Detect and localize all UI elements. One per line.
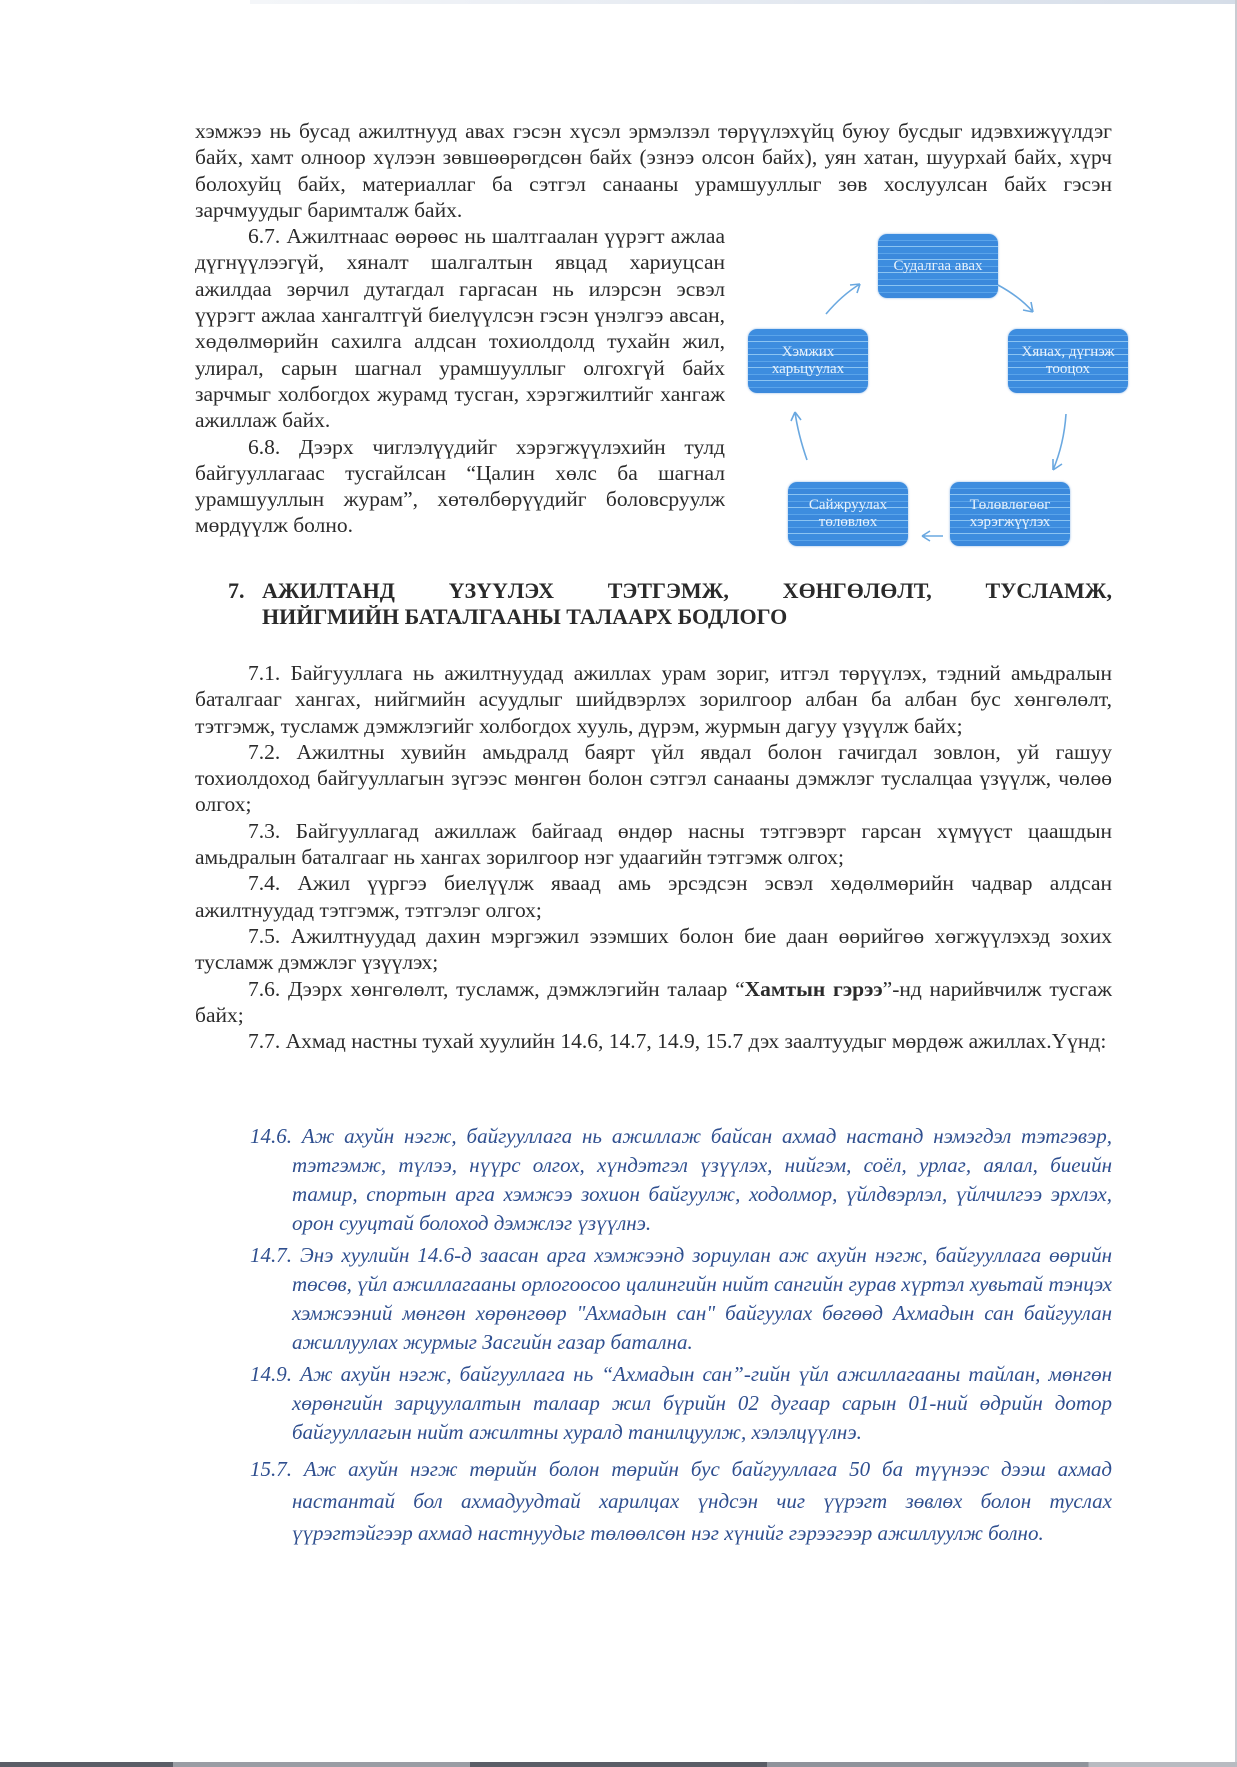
arrow-3-to-4 (922, 531, 943, 541)
scan-bottom-edge (0, 1762, 1237, 1767)
law-quotations (250, 1122, 1112, 1552)
paragraph-7-4: 7.4. Ажил үүргээ биелүүлж яваад амь эрсэдсэн эсвэл хөдөлмөрийн чадвар алдсан ажилтнуудад тэтгэмж, тэтгэлэг олгох; (195, 871, 1112, 922)
arrow-2-to-3 (1053, 414, 1066, 470)
paragraph-7-5: 7.5. Ажилтнуудад дахин мэргэжил эзэмших болон бие даан өөрийгөө хөгжүүлэхэд зохих тусламж дэмжлэг үзүүлэх; (195, 923, 1112, 975)
section-7-body (195, 660, 1112, 1054)
paragraph-7-3: 7.3. Байгууллагад ажиллаж байгаад өндөр насны тэтгэвэрт гарсан хүмүүст цаашдын амьдралын баталгааг нь хангах зорилгоор нэг удаагийн тэтгэмж олгох; (195, 818, 1112, 870)
paragraph-7-2: 7.2. Ажилтны хувийн амьдралд баярт үйл явдал болон гачигдал зовлон, уй гашуу тохиолдоход байгууллагын зүгээс мөнгөн болон сэтгэл санааны дэмжлэг туслалцаа үзүүлж, чөлөө олгох; (195, 739, 1112, 817)
section-number: 7. (228, 578, 245, 603)
cycle-step-monitor: Хянах, дүгнэж тооцох (1008, 329, 1128, 393)
section-title-line-1: АЖИЛТАНД ҮЗҮҮЛЭХ ТЭТГЭМЖ, ХӨНГӨЛӨЛТ, ТУСЛАМЖ, (262, 578, 1112, 603)
cycle-step-measure: Хэмжих харьцуулах (748, 329, 868, 393)
collective-agreement-term: Хамтын гэрээ (744, 976, 883, 1001)
quote-14-9: 14.9. Аж ахуйн нэгж, байгууллага нь “Ахмадын сан”-гийн үйл ажиллагааны тайлан, мөнгөн хөрөнгийн зарцуулалтын талаар жил бүрийн 02 дугаар сарын 01-ний өдрийн дотор байгууллагын нийт ажилтны хуралд танилцуулж, хэлэлцүүлнэ. (250, 1362, 1112, 1444)
quote-14-7: 14.7. Энэ хуулийн 14.6-д заасан арга хэмжээнд зориулан аж ахуйн нэгж, байгууллага өөрийн төсөв, үйл ажиллагааны орлогоосоо цалингийн нийт сангийн гурав хүртэл хувьтай тэнцэх хэмжээний мөнгөн хөрөнгөөр "Ахмадын сан" байгуулах бөгөөд Ахмадын сан байгуулан ажиллуулах журмыг Засгийн газар батална. (250, 1243, 1112, 1354)
cycle-step-research: Судалгаа авах (878, 234, 998, 298)
quote-15-7: 15.7. Аж ахуйн нэгж төрийн болон төрийн бус байгууллага 50 ба түүнээс дээш ахмад настантай бол ахмадуудтай харилцах үндсэн чиг үүрэгт зөвлөх болон туслах үүрэгтэйгээр ахмад настнуудыг төлөөлсөн нэг хүнийг гэрээгээр ажиллуулж болно. (250, 1457, 1112, 1545)
cycle-step-improve: Сайжруулах төлөвлөх (788, 482, 908, 546)
paragraph-7-1: 7.1. Байгууллага нь ажилтнуудад ажиллах урам зориг, итгэл төрүүлэх, тэдний амьдралын баталгааг хангах, нийгмийн асуудлыг шийдвэрлэх зорилгоор албан ба албан бус хөнгөлөлт, тэтгэмж, тусламж дэмжлэгийг холбогдох хууль, дүрэм, журмын дагуу үзүүлж байх; (195, 661, 1112, 738)
paragraph-7-6-start: 7.6. Дээрх хөнгөлөлт, тусламж, дэмжлэгийн талаар “ (248, 976, 745, 1001)
paragraph-7-6-end: ”-нд нарийвчилж тусгаж байх; (195, 976, 1112, 1027)
section-title-line-2: НИЙГМИЙН БАТАЛГААНЫ ТАЛААРХ БОДЛОГО (262, 604, 788, 629)
paragraph-6-8: 6.8. Дээрх чиглэлүүдийг хэрэгжүүлэхийн тулд байгууллагаас тусгайлсан “Цалин хөлс ба шагнал урамшууллын журам”, хөтөлбөрүүдийг боловсруулж мөрдүүлж болно. (195, 434, 725, 538)
paragraph-6-7: 6.7. Ажилтнаас өөрөөс нь шалтгаалан үүрэгт ажлаа дүгнүүлээгүй, хяналт шалгалтын явцад хариуцсан ажилдаа зөрчил дутагдал гаргасан нь илэрсэн эсвэл үүрэгт ажлаа хангалтгүй биелүүлсэн гэсэн үнэлгээ авсан, хөдөлмөрийн сахилга алдсан тохиолдолд тухайн жил, улирал, сарын шагнал урамшууллыг олгохгүй байх зарчмыг холбогдох журамд тусган, хэрэгжилтийг хангаж ажиллаж байх. (195, 224, 725, 433)
cycle-step-implement: Төлөвлөгөөг хэрэгжүүлэх (950, 482, 1070, 546)
paragraph-7-6 (195, 976, 1112, 1029)
arrow-1-to-2 (998, 285, 1033, 312)
cycle-diagram (740, 222, 1115, 552)
quote-14-6: 14.6. Аж ахуйн нэгж, байгууллага нь ажиллаж байсан ахмад настанд нэмэгдэл тэтгэвэр, тэтгэмж, түлээ, нүүрс олгох, хүндэтгэл үзүүлэх, нийгэм, соёл, урлаг, аялал, биеийн тамир, спортын арга хэмжээ зохион байгуулж, ходолмор, үйлдвэрлэл, үйлчилгээ эрхлэх, орон сууцтай болоход дэмжлэг үзүүлнэ. (250, 1124, 1112, 1235)
arrow-5-to-1 (826, 284, 860, 314)
arrow-4-to-5 (791, 412, 807, 460)
paragraph-6-6-continuation: хэмжээ нь бусад ажилтнууд авах гэсэн хүсэл эрмэлзэл төрүүлэхүйц буюу бусдыг идэвхижүүлдэг байх, хамт олноор хүлээн зөвшөөрөгдсөн байх (эзнээ олсон байх), уян хатан, шуурхай байх, хүрч болохуйц байх, материаллаг ба сэтгэл санааны урамшууллыг зөв хослуулсан байх гэсэн зарчмуудыг баримталж байх. (195, 119, 1112, 222)
paragraph-7-7: 7.7. Ахмад настны тухай хуулийн 14.6, 14.7, 14.9, 15.7 дэх заалтуудыг мөрдөж ажиллах.Үүнд: (248, 1029, 1107, 1054)
scan-top-edge (250, 0, 1235, 4)
